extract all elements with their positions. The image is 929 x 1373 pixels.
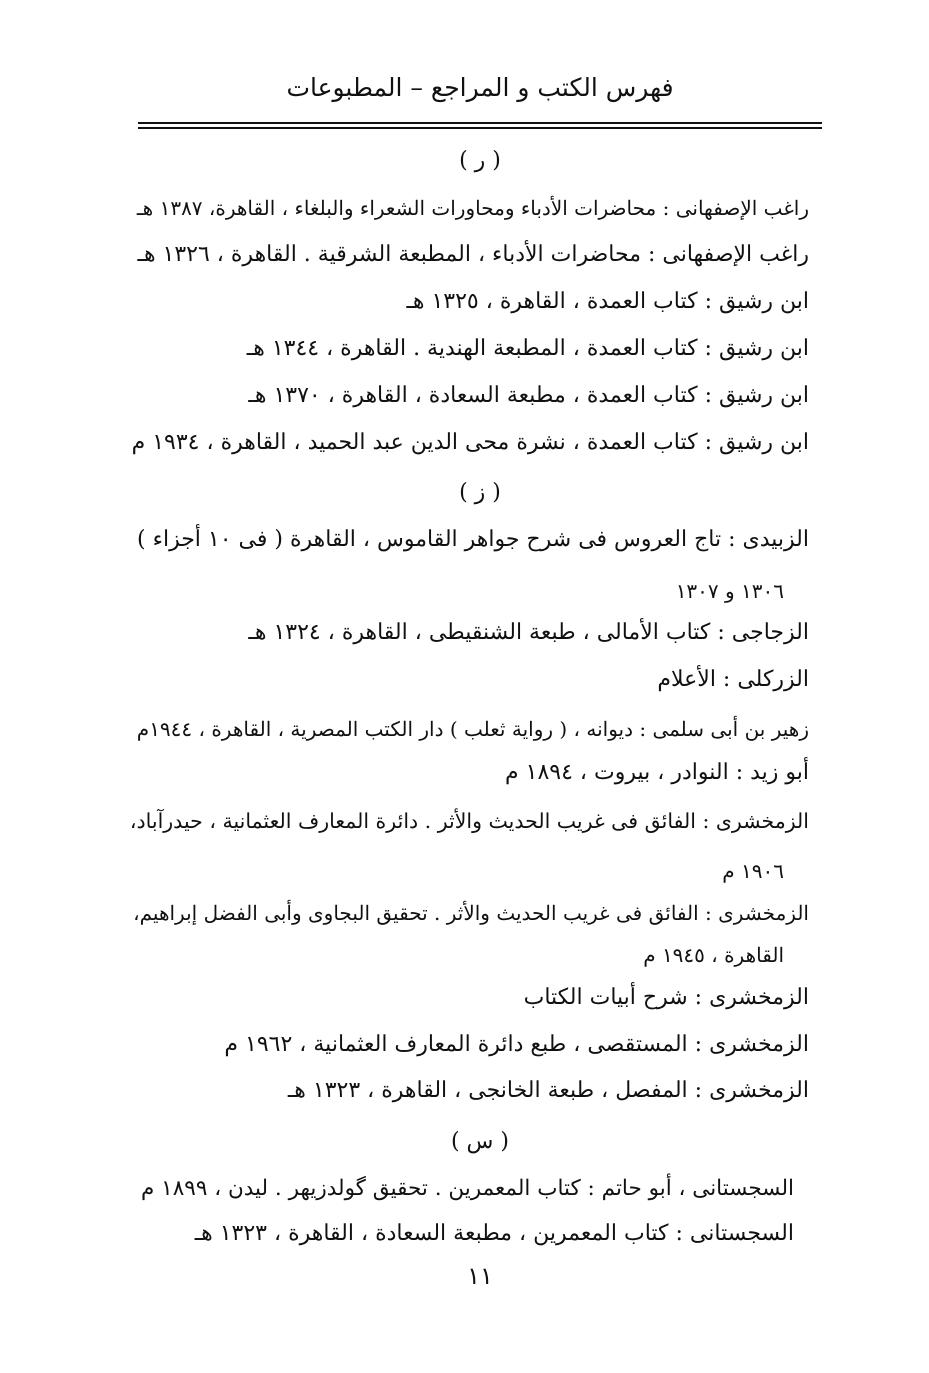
bibliography-entry: الزمخشرى : شرح أبيات الكتاب [523,985,809,1010]
section-heading-ra: ( ر ) [459,148,501,173]
entry-continuation: القاهرة ، ١٩٤٥ م [643,943,784,967]
header-rule-thick [138,122,822,124]
bibliography-entry: الزجاجى : كتاب الأمالى ، طبعة الشنقيطى ، القاهرة ، ١٣٢٤ هـ [248,620,809,645]
bibliography-entry: أبو زيد : النوادر ، بيروت ، ١٨٩٤ م [505,760,809,785]
bibliography-entry: ابن رشيق : كتاب العمدة ، نشرة محى الدين عبد الحميد ، القاهرة ، ١٩٣٤ م [131,430,809,455]
bibliography-entry: الزبيدى : تاج العروس فى شرح جواهر القاموس ، القاهرة ( فى ١٠ أجزاء ) [137,527,809,552]
bibliography-entry: راغب الإصفهانى : محاضرات الأدباء ، المطبعة الشرقية . القاهرة ، ١٣٢٦ هـ [137,242,809,267]
bibliography-entry: ابن رشيق : كتاب العمدة ، القاهرة ، ١٣٢٥ هـ [406,289,809,314]
bibliography-entry: راغب الإصفهانى : محاضرات الأدباء ومحاورات الشعراء والبلغاء ، القاهرة، ١٣٨٧ هـ [136,196,809,220]
section-heading-zay: ( ز ) [459,480,501,505]
entry-continuation: ١٩٠٦ م [722,859,784,883]
bibliography-entry: الزمخشرى : الفائق فى غريب الحديث والأثر . دائرة المعارف العثمانية ، حيدرآباد، [129,809,809,833]
bibliography-entry: السجستانى : كتاب المعمرين ، مطبعة السعادة ، القاهرة ، ١٣٢٣ هـ [194,1221,794,1246]
bibliography-entry: ابن رشيق : كتاب العمدة ، مطبعة السعادة ، القاهرة ، ١٣٧٠ هـ [248,383,809,408]
running-header: فهرس الكتب و المراجع – المطبوعات [286,73,674,102]
bibliography-entry: الزمخشرى : الفائق فى غريب الحديث والأثر . تحقيق البجاوى وأبى الفضل إبراهيم، [133,901,809,925]
bibliography-entry: الزركلى : الأعلام [657,667,809,692]
bibliography-entry: ابن رشيق : كتاب العمدة ، المطبعة الهندية . القاهرة ، ١٣٤٤ هـ [246,336,809,361]
bibliography-entry: الزمخشرى : المفصل ، طبعة الخانجى ، القاهرة ، ١٣٢٣ هـ [287,1078,809,1103]
entry-continuation: ١٣٠٦ و ١٣٠٧ [675,579,784,603]
bibliography-entry: زهير بن أبى سلمى : ديوانه ، ( رواية ثعلب ) دار الكتب المصرية ، القاهرة ، ١٩٤٤م [136,717,809,741]
section-heading-sin: ( س ) [450,1129,509,1154]
bibliography-entry: السجستانى ، أبو حاتم : كتاب المعمرين . تحقيق گولدزيهر . ليدن ، ١٨٩٩ م [141,1176,794,1201]
header-rule-thin [138,127,822,129]
page-number: ١١ [467,1262,493,1290]
bibliography-entry: الزمخشرى : المستقصى ، طبع دائرة المعارف العثمانية ، ١٩٦٢ م [224,1032,809,1057]
